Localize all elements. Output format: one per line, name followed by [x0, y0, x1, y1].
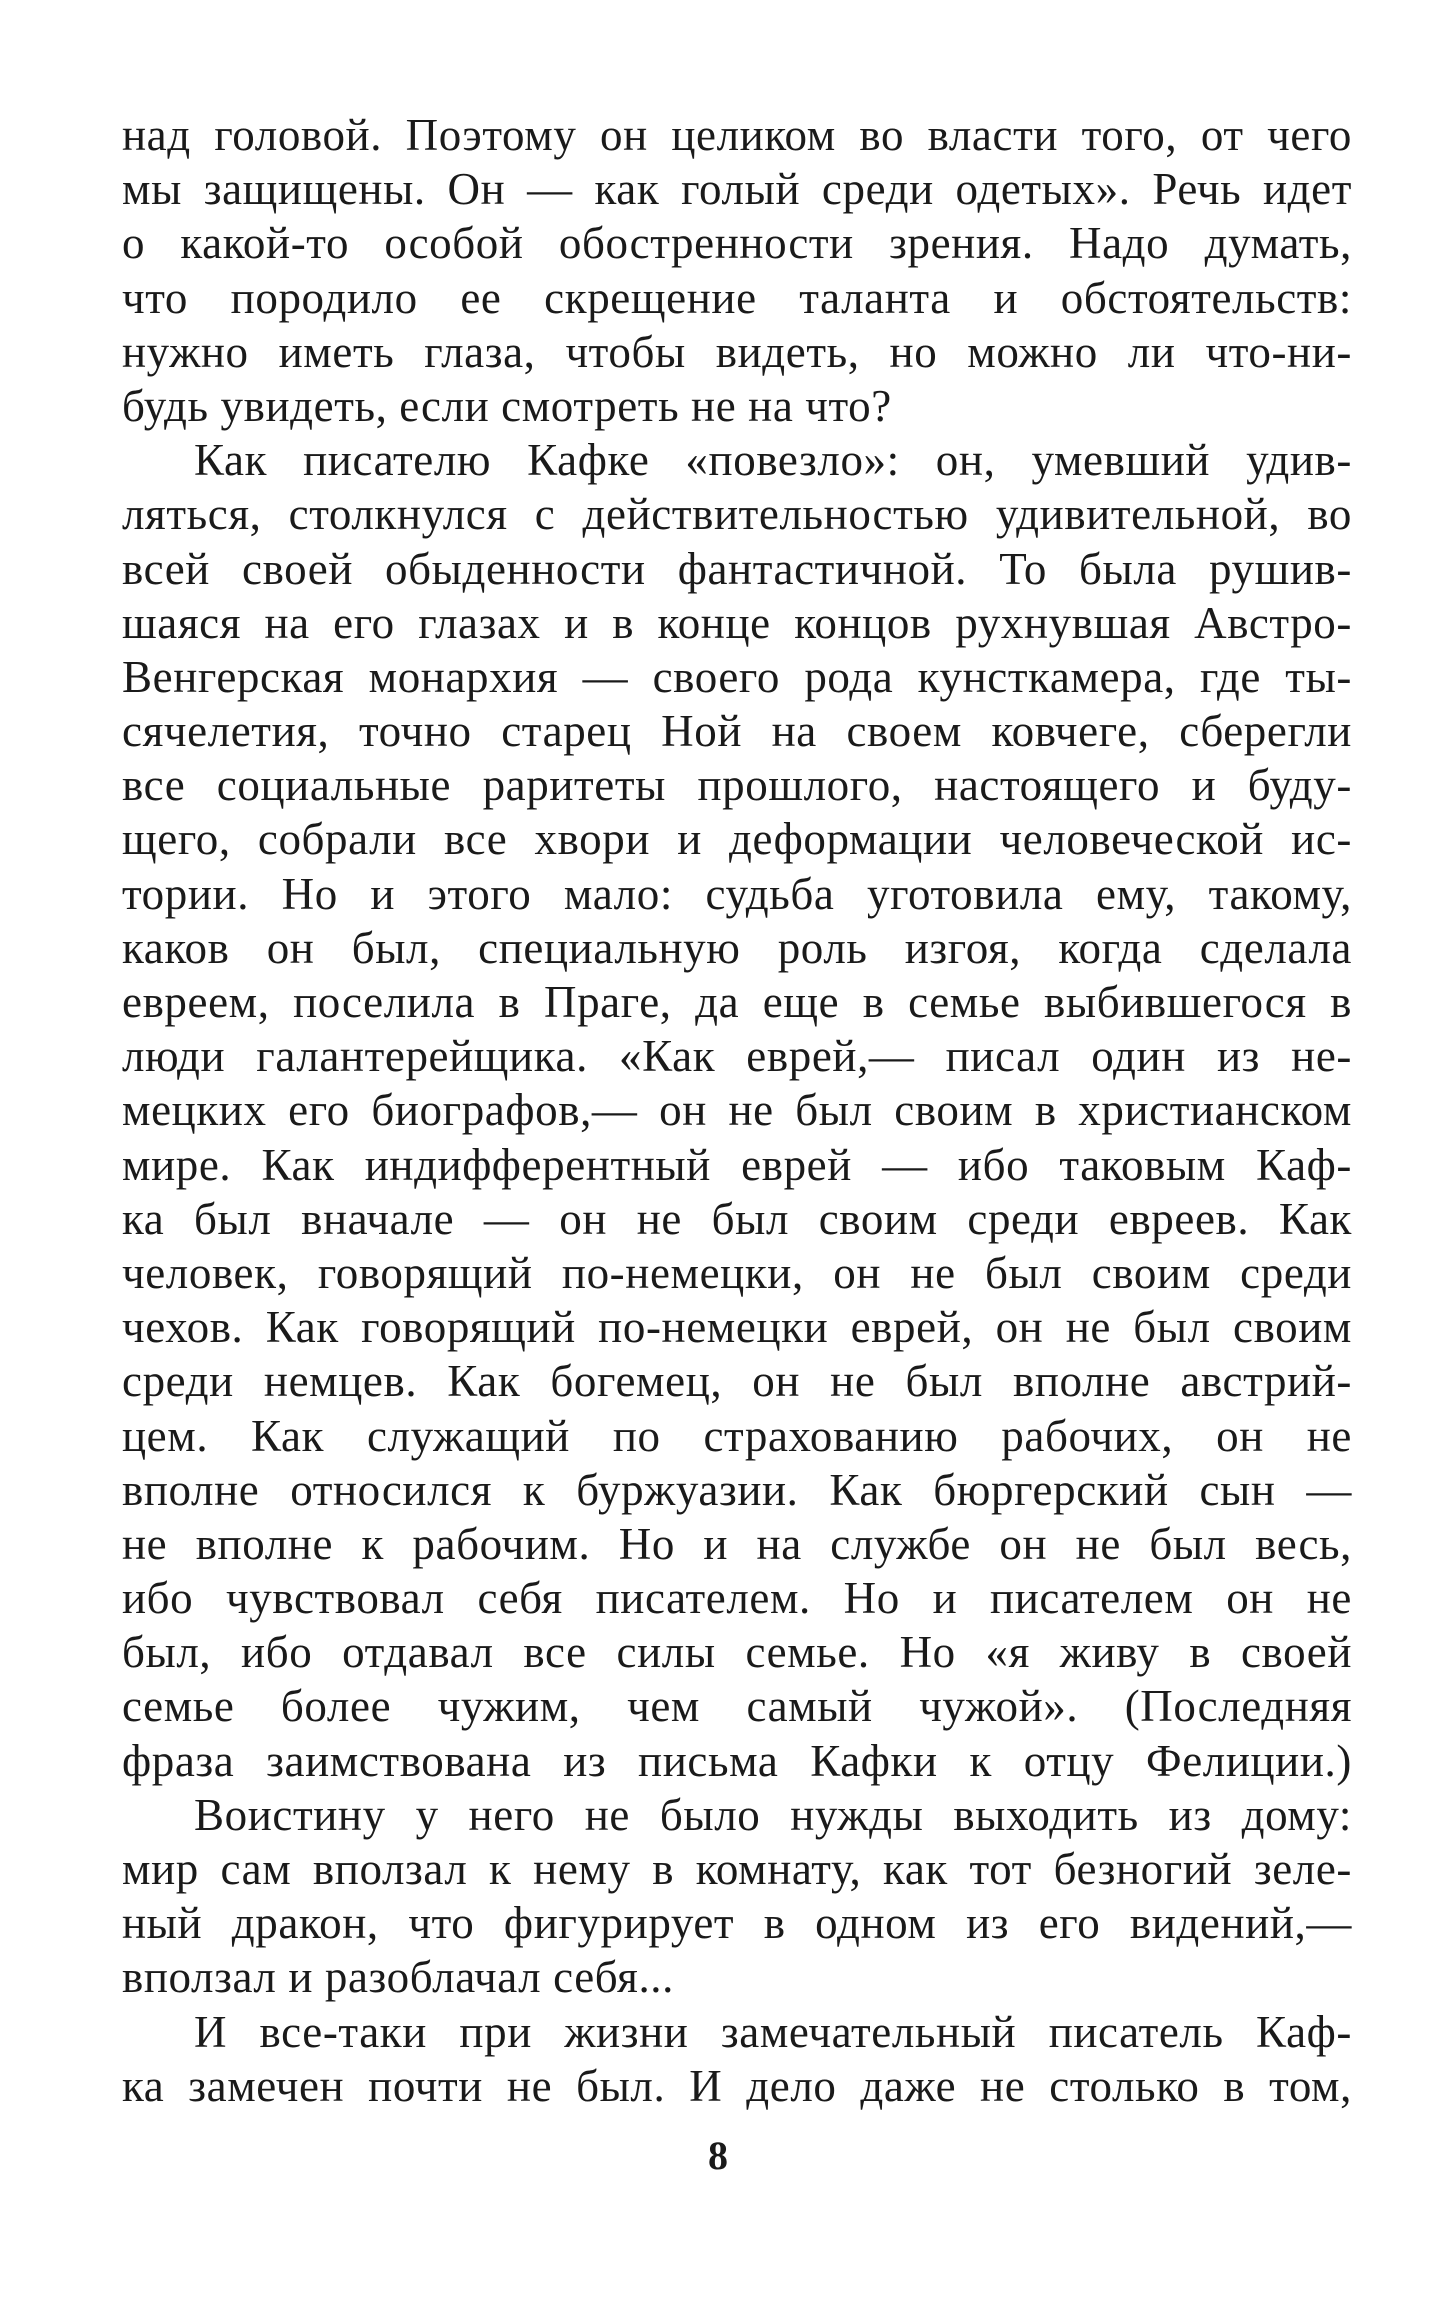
text-line: сячелетия, точно старец Ной на своем ковчеге, сберегли [122, 706, 1352, 757]
text-line: человек, говорящий по-немецки, он не был своим среди [122, 1247, 1352, 1298]
text-line: был, ибо отдавал все силы семье. Но «я живу в своей [122, 1627, 1352, 1678]
paragraph [122, 108, 1352, 433]
text-line: нужно иметь глаза, чтобы видеть, но можно ли что-ни- [122, 326, 1352, 377]
text-line: ный дракон, что фигурирует в одном из его видений,— [122, 1898, 1352, 1949]
paragraph [122, 433, 1352, 1788]
text-line: Венгерская монархия — своего рода кунсткамера, где ты- [122, 651, 1352, 702]
text-line: шаяся на его глазах и в конце концов рухнувшая Австро- [122, 597, 1352, 648]
text-line: Как писателю Кафке «повезло»: он, умевший удив- [194, 435, 1352, 486]
text-line: цем. Как служащий по страхованию рабочих, он не [122, 1410, 1352, 1461]
text-line: мире. Как индифферентный еврей — ибо таковым Каф- [122, 1139, 1352, 1190]
text-line: над головой. Поэтому он целиком во власти того, от чего [122, 110, 1352, 160]
page-number: 8 [708, 2133, 728, 2178]
text-line: евреем, поселила в Праге, да еще в семье выбившегося в [122, 977, 1352, 1027]
text-line: мир сам вползал к нему в комнату, как тот безногий зеле- [122, 1844, 1352, 1894]
text-line: люди галантерейщика. «Как еврей,— писал один из не- [122, 1031, 1352, 1082]
text-line: о какой-то особой обостренности зрения. Надо думать, [122, 218, 1352, 269]
text-line: семье более чужим, чем самый чужой». (Последняя [122, 1681, 1352, 1732]
body-text [122, 108, 1352, 2113]
text-line: Воистину у него не было нужды выходить из дому: [194, 1789, 1352, 1840]
text-line: фраза заимствована из письма Кафки к отцу Фелиции.) [122, 1735, 1352, 1786]
text-line: И все-таки при жизни замечательный писатель Каф- [194, 2006, 1352, 2057]
text-line: вползал и разоблачал себя... [122, 1952, 674, 2003]
text-line: все социальные раритеты прошлого, настоящего и буду- [122, 760, 1352, 811]
paragraph [122, 2005, 1352, 2113]
text-line: ибо чувствовал себя писателем. Но и писателем он не [122, 1573, 1352, 1624]
text-line: ка был вначале — он не был своим среди евреев. Как [122, 1193, 1352, 1244]
paragraph [122, 1788, 1352, 2005]
text-line: всей своей обыденности фантастичной. То была рушив- [122, 543, 1352, 594]
text-line: щего, собрали все хвори и деформации человеческой ис- [122, 814, 1352, 865]
text-line: каков он был, специальную роль изгоя, когда сделала [122, 922, 1352, 973]
text-line: не вполне к рабочим. Но и на службе он не был весь, [122, 1518, 1352, 1569]
text-line: среди немцев. Как богемец, он не был вполне австрий- [122, 1356, 1352, 1407]
text-line: чехов. Как говорящий по-немецки еврей, он не был своим [122, 1302, 1352, 1353]
text-line: мы защищены. Он — как голый среди одетых». Речь идет [122, 164, 1352, 215]
text-line: что породило ее скрещение таланта и обстоятельств: [122, 272, 1352, 323]
text-line: вполне относился к буржуазии. Как бюргерский сын — [122, 1464, 1352, 1515]
text-line: будь увидеть, если смотреть не на что? [122, 380, 892, 431]
text-line: ляться, столкнулся с действительностью удивительной, во [122, 489, 1352, 540]
text-line: ка замечен почти не был. И дело даже не столько в том, [122, 2060, 1352, 2111]
text-line: мецких его биографов,— он не был своим в христианском [122, 1085, 1352, 1136]
text-line: тории. Но и этого мало: судьба уготовила ему, такому, [122, 868, 1352, 919]
